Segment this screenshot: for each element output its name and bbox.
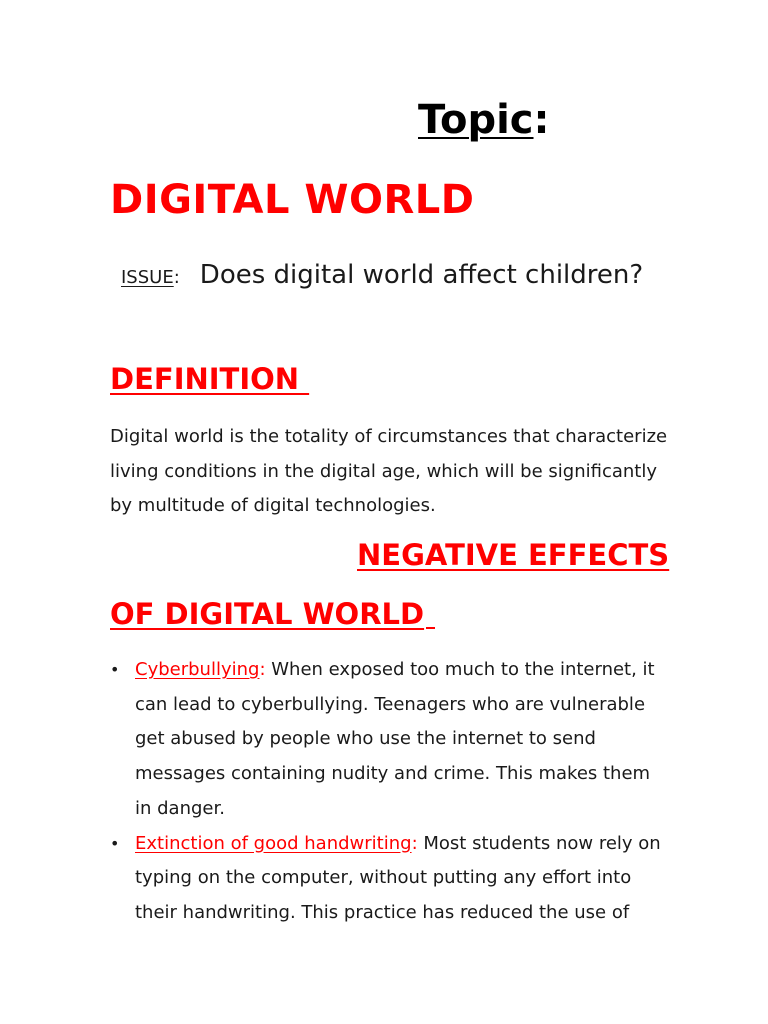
- bullet-text: Most students now rely on typing on the computer, without putting any effort into their handwriting. This practice has reduced the use of: [135, 832, 661, 923]
- bullet-colon: :: [411, 832, 418, 854]
- list-item: [110, 827, 670, 931]
- negative-effects-heading-line2: OF DIGITAL WORLD: [110, 597, 425, 631]
- issue-colon: :: [173, 267, 180, 288]
- bullet-text: When exposed too much to the internet, it can lead to cyberbullying. Teenagers who are vulnerable get abused by people who use the internet to send messages containing nudity and crime. This makes them in danger.: [135, 659, 655, 819]
- topic-heading: [418, 96, 550, 144]
- bullet-term: Extinction of good handwriting: [135, 832, 412, 854]
- issue-question: Does digital world affect children?: [199, 260, 644, 290]
- heading-underline-trail: [426, 597, 435, 629]
- list-item: [110, 653, 670, 827]
- definition-text: Digital world is the totality of circumstances that characterize living conditions in the digital age, which will be significantly by multitude of digital technologies.: [110, 426, 668, 517]
- definition-heading: DEFINITION: [110, 362, 310, 396]
- negative-effects-list: [110, 653, 670, 931]
- bullet-term: Cyberbullying: [135, 659, 260, 680]
- issue-line: [121, 260, 643, 291]
- bullet-icon: •: [110, 660, 120, 679]
- topic-label: Topic: [418, 97, 534, 143]
- bullet-icon: •: [110, 833, 120, 853]
- document-title: DIGITAL WORLD: [110, 177, 475, 223]
- negative-effects-heading-line1: NEGATIVE EFFECTS: [357, 538, 670, 572]
- topic-colon: :: [533, 97, 550, 143]
- bullet-colon: :: [259, 659, 266, 680]
- issue-label: ISSUE: [121, 267, 174, 288]
